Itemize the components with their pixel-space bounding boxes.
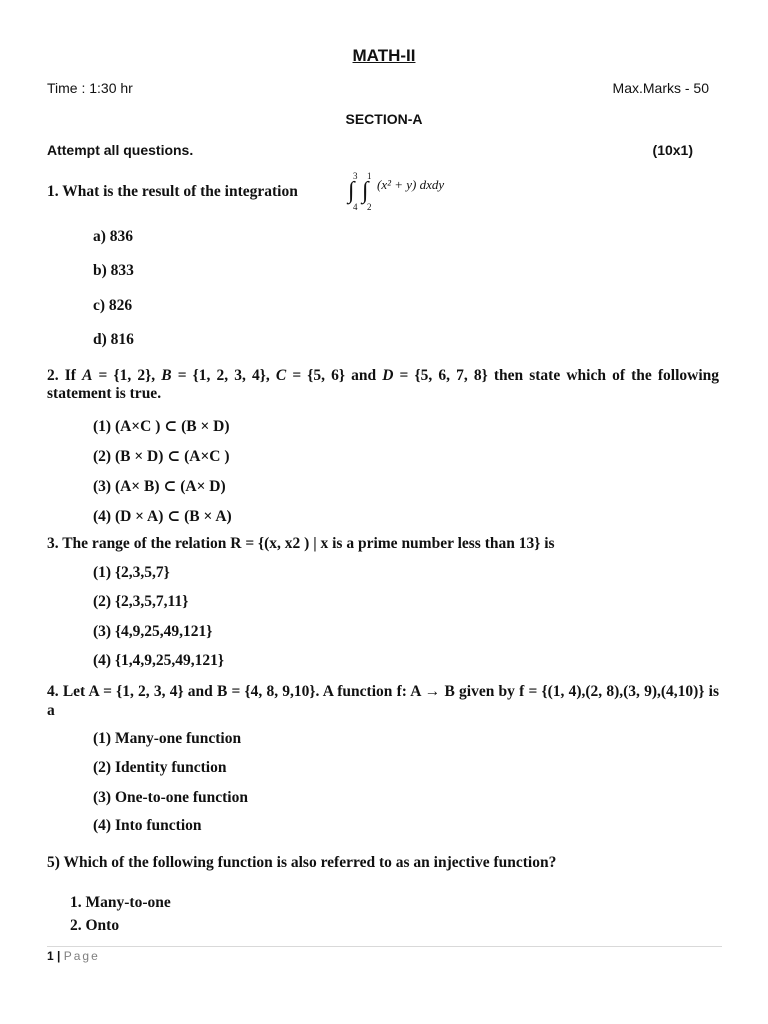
instruction-marks: (10x1) [652, 142, 693, 158]
page-title: MATH-II [352, 46, 416, 65]
q5-option-2: 2. Onto [70, 917, 120, 934]
q2-set-c-name: C [275, 367, 287, 384]
q3-option-2: (2) {2,3,5,7,11} [93, 593, 189, 610]
q1-option-c: c) 826 [93, 297, 133, 314]
q4-option-4: (4) Into function [93, 817, 202, 834]
q2-set-b: = {1, 2, 3, 4}, [177, 367, 270, 384]
q1-option-a: a) 836 [93, 228, 134, 245]
q2-set-d: = {5, 6, 7, 8} then state which of the following statement is true. [47, 367, 720, 402]
question-5: 5) Which of the following function is also referred to as an injective function? [47, 854, 557, 871]
q3-option-1: (1) {2,3,5,7} [93, 564, 170, 581]
q2-option-2: (2) (B × D) ⊂ (A×C ) [93, 448, 230, 465]
page-separator: | [57, 949, 61, 963]
q3-option-3: (3) {4,9,25,49,121} [93, 623, 213, 640]
page-number: 1 [47, 949, 54, 963]
integrand: (x² + y) dxdy [377, 177, 445, 192]
q5-option-1: 1. Many-to-one [70, 894, 171, 911]
question-2 [47, 367, 719, 403]
q2-option-1: (1) (A×C ) ⊂ (B × D) [93, 418, 230, 435]
q2-option-3: (3) (A× B) ⊂ (A× D) [93, 478, 226, 495]
q4-option-1: (1) Many-one function [93, 730, 242, 747]
question-4: 4. Let A = {1, 2, 3, 4} and B = {4, 8, 9,10}. A function f: A → B given by f = {(1, 4),(2, 8),(3, 9),(4,10)} is a [47, 683, 719, 719]
question-1 [47, 183, 298, 201]
q1-option-d: d) 816 [93, 331, 134, 348]
q4-option-3: (3) One-to-one function [93, 789, 248, 806]
q2-number: 2. If [47, 367, 76, 384]
question-3: 3. The range of the relation R = {(x, x2 ) | x is a prime number less than 13} is [47, 535, 555, 552]
exam-time: Time : 1:30 hr [47, 80, 133, 96]
inner-lower-limit: 2 [367, 202, 372, 212]
section-heading: SECTION-A [345, 111, 423, 127]
q2-set-a-name: A [82, 367, 93, 384]
page-footer [47, 949, 100, 963]
question-1-text: 1. What is the result of the integration [47, 183, 298, 200]
inner-integral-sign: ∫ [362, 178, 369, 204]
q4-option-2: (2) Identity function [93, 759, 227, 776]
double-integral [348, 171, 468, 211]
q2-set-c: = {5, 6} and [292, 367, 377, 384]
q2-set-a: = {1, 2}, [98, 367, 156, 384]
q2-set-b-name: B [161, 367, 172, 384]
max-marks: Max.Marks - 50 [612, 80, 709, 96]
q2-option-4: (4) (D × A) ⊂ (B × A) [93, 508, 232, 525]
q1-option-b: b) 833 [93, 262, 134, 279]
inner-upper-limit: 1 [367, 171, 372, 181]
q2-set-d-name: D [382, 367, 394, 384]
instruction: Attempt all questions. [47, 142, 194, 158]
page-word: Page [63, 949, 100, 963]
footer-divider [47, 946, 722, 947]
outer-integral-sign: ∫ [348, 178, 355, 204]
outer-lower-limit: 4 [353, 202, 358, 212]
q3-option-4: (4) {1,4,9,25,49,121} [93, 652, 225, 669]
outer-upper-limit: 3 [353, 171, 358, 181]
